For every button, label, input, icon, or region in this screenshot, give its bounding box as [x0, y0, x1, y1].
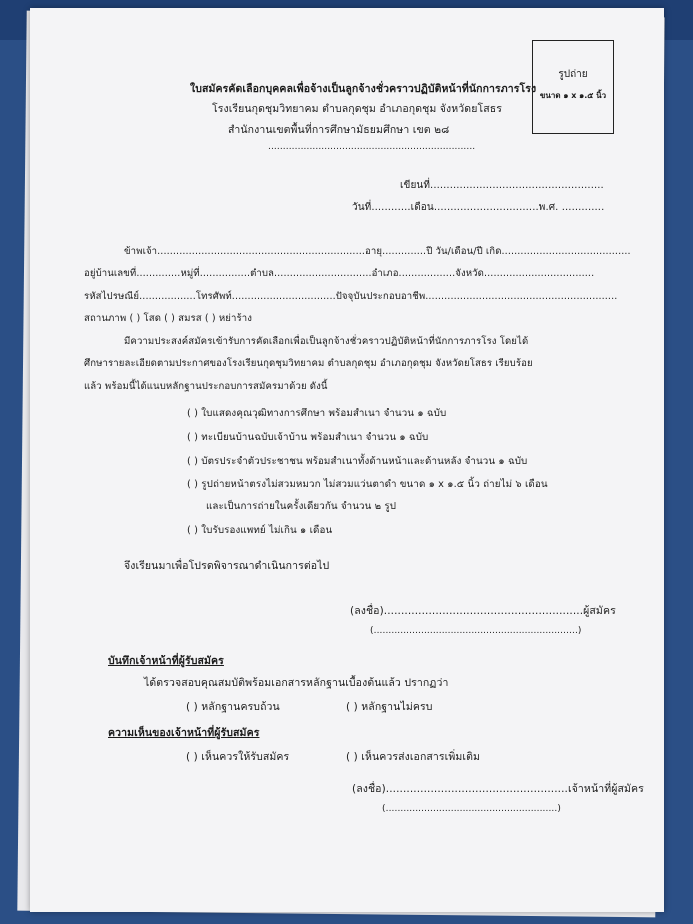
address-field: อยู่บ้านเลขที่..............หมู่ที่................ตำบล...............................อำเภอ..................จังหวัด...................................	[84, 268, 595, 279]
applicant-signature: (ลงชื่อ)..........................................................ผู้สมัคร	[350, 605, 616, 617]
contact-field: รหัสไปรษณีย์..................โทรศัพท์.................................ปัจจุบันประกอบอาชีพ.............................................................	[84, 291, 618, 302]
intent-paragraph-line2: ศึกษารายละเอียดตามประกาศของโรงเรียนกุดชุมวิทยาคม ตำบลกุดชุม อำเภอกุดชุม จังหวัดยโสธร เรียบร้อย	[84, 358, 533, 369]
applicant-printed-name: (.....................................................................)	[370, 626, 582, 636]
application-form	[30, 8, 664, 912]
marital-status-field: สถานภาพ ( ) โสด ( ) สมรส ( ) หย่าร้าง	[84, 313, 253, 324]
photo-box	[532, 40, 614, 134]
photo-box-label: รูปถ่าย	[558, 69, 588, 80]
applicant-name-field: ข้าพเจ้า..................................................................อายุ..............ปี วัน/เดือน/ปี เกิด.........................................	[124, 246, 631, 257]
option-accept: ( ) เห็นควรให้รับสมัคร	[186, 751, 290, 763]
officer-signature: (ลงชื่อ).....................................................เจ้าหน้าที่ผู้สมัคร	[352, 783, 644, 795]
written-at-field: เขียนที่.....................................................	[400, 180, 604, 191]
checklist-item: ( ) บัตรประจำตัวประชาชน พร้อมสำเนาทั้งด้านหน้าและด้านหลัง จำนวน ๑ ฉบับ	[187, 456, 528, 467]
photo-box-size: ขนาด ๑ x ๑.๕ นิ้ว	[539, 91, 607, 100]
option-incomplete: ( ) หลักฐานไม่ครบ	[346, 701, 433, 713]
intent-paragraph-line1: มีความประสงค์สมัครเข้ารับการคัดเลือกเพื่อเป็นลูกจ้างชั่วคราวปฏิบัติหน้าที่นักการภารโรง โดยได้	[124, 336, 529, 347]
checklist-item-continuation: และเป็นการถ่ายในครั้งเดียวกัน จำนวน ๒ รูป	[206, 501, 397, 512]
officer-printed-name: (..........................................................)	[382, 804, 561, 814]
checklist-item: ( ) ใบรับรองแพทย์ ไม่เกิน ๑ เดือน	[187, 525, 333, 536]
option-more-documents: ( ) เห็นควรส่งเอกสารเพิ่มเติม	[346, 751, 481, 763]
date-field: วันที่............เดือน................................พ.ศ. .............	[352, 202, 605, 213]
checklist-item: ( ) ใบแสดงคุณวุฒิทางการศึกษา พร้อมสำเนา จำนวน ๑ ฉบับ	[187, 408, 447, 419]
closing-text: จึงเรียนมาเพื่อโปรดพิจารณาดำเนินการต่อไป	[124, 560, 330, 572]
officer-opinion-heading: ความเห็นของเจ้าหน้าที่ผู้รับสมัคร	[108, 727, 260, 739]
office-name: สำนักงานเขตพื้นที่การศึกษามัธยมศึกษา เขต ๒๘	[228, 124, 450, 136]
checklist-item: ( ) ทะเบียนบ้านฉบับเจ้าบ้าน พร้อมสำเนา จำนวน ๑ ฉบับ	[187, 432, 429, 443]
checklist-item: ( ) รูปถ่ายหน้าตรงไม่สวมหมวก ไม่สวมแว่นตาดำ ขนาด ๑ x ๑.๕ นิ้ว ถ่ายไม่ ๖ เดือน	[187, 479, 548, 490]
option-complete: ( ) หลักฐานครบถ้วน	[186, 701, 280, 713]
header-underline: ......................................................................	[268, 142, 476, 152]
intent-paragraph-line3: แล้ว พร้อมนี้ได้แนบหลักฐานประกอบการสมัครมาด้วย ดังนี้	[84, 381, 328, 392]
school-name: โรงเรียนกุดชุมวิทยาคม ตำบลกุดชุม อำเภอกุดชุม จังหวัดยโสธร	[212, 103, 502, 115]
officer-record-text: ได้ตรวจสอบคุณสมบัติพร้อมเอกสารหลักฐานเบื้องต้นแล้ว ปรากฏว่า	[144, 677, 449, 689]
form-title: ใบสมัครคัดเลือกบุคคลเพื่อจ้างเป็นลูกจ้างชั่วคราวปฏิบัติหน้าที่นักการภารโรง	[190, 83, 537, 95]
officer-record-heading: บันทึกเจ้าหน้าที่ผู้รับสมัคร	[108, 655, 224, 667]
